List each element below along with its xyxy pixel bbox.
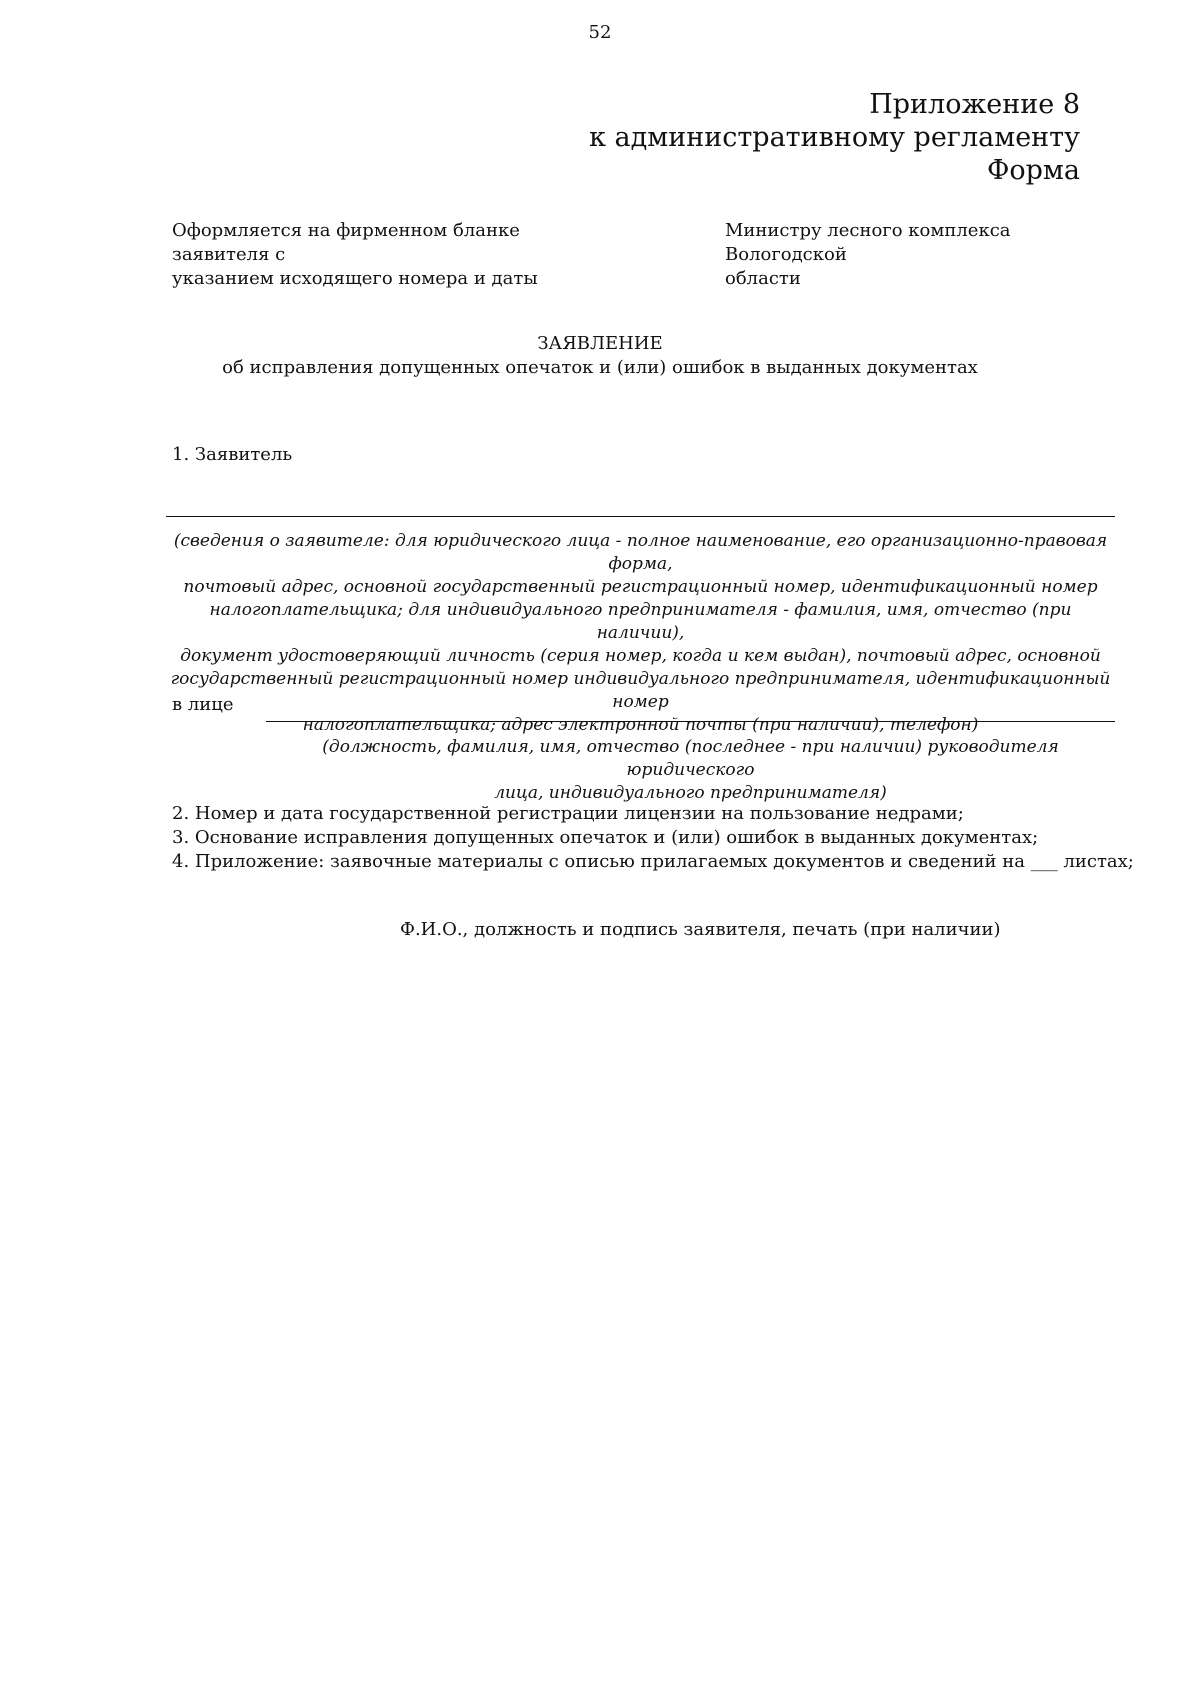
applicant-hint-line: налогоплательщика; адрес электронной почты (при наличии), телефон) bbox=[302, 715, 979, 735]
letterhead-note-line: Оформляется на фирменном бланке заявителя с bbox=[172, 220, 520, 265]
appendix-header bbox=[589, 88, 1080, 187]
list-item: 3. Основание исправления допущенных опечаток и (или) ошибок в выданных документах; bbox=[172, 827, 1039, 848]
list-item: 4. Приложение: заявочные материалы с описью прилагаемых документов и сведений на ___ листах; bbox=[172, 851, 1134, 872]
addressee bbox=[725, 219, 1125, 291]
appendix-regulation: к административному регламенту bbox=[589, 122, 1080, 153]
addressee-line: области bbox=[725, 268, 801, 289]
representative-hint-line: лица, индивидуального предпринимателя) bbox=[494, 783, 887, 803]
letterhead-note bbox=[172, 219, 612, 291]
document-title: ЗАЯВЛЕНИЕ bbox=[537, 333, 663, 354]
applicant-hint-line: почтовый адрес, основной государственный регистрационный номер, идентификационный номер bbox=[183, 577, 1098, 597]
applicant-hint bbox=[166, 530, 1115, 737]
representative-fill-line bbox=[266, 721, 1115, 722]
list-item: 2. Номер и дата государственной регистрации лицензии на пользование недрами; bbox=[172, 803, 964, 824]
numbered-items bbox=[172, 802, 1132, 874]
applicant-hint-line: (сведения о заявителе: для юридического лица - полное наименование, его организационно-правовая форма, bbox=[173, 531, 1108, 574]
applicant-hint-line: налогоплательщика; для индивидуального предпринимателя - фамилия, имя, отчество (при наличии), bbox=[209, 600, 1072, 643]
representative-label: в лице bbox=[172, 694, 234, 715]
applicant-fill-line bbox=[166, 516, 1115, 517]
appendix-number: Приложение 8 bbox=[869, 89, 1080, 120]
addressee-line: Министру лесного комплекса Вологодской bbox=[725, 220, 1011, 265]
applicant-label: 1. Заявитель bbox=[172, 444, 293, 465]
applicant-hint-line: государственный регистрационный номер индивидуального предпринимателя, идентификационный номер bbox=[170, 669, 1111, 712]
document-subtitle: об исправления допущенных опечаток и (или) ошибок в выданных документах bbox=[222, 357, 978, 378]
applicant-hint-line: документ удостоверяющий личность (серия номер, когда и кем выдан), почтовый адрес, основной bbox=[180, 646, 1101, 666]
signature-caption: Ф.И.О., должность и подпись заявителя, печать (при наличии) bbox=[400, 919, 1001, 940]
page-number: 52 bbox=[588, 22, 612, 43]
letterhead-note-line: указанием исходящего номера и даты bbox=[172, 268, 538, 289]
representative-hint-line: (должность, фамилия, имя, отчество (последнее - при наличии) руководителя юридического bbox=[322, 737, 1059, 780]
appendix-form-label: Форма bbox=[986, 155, 1080, 186]
representative-hint bbox=[266, 736, 1115, 805]
